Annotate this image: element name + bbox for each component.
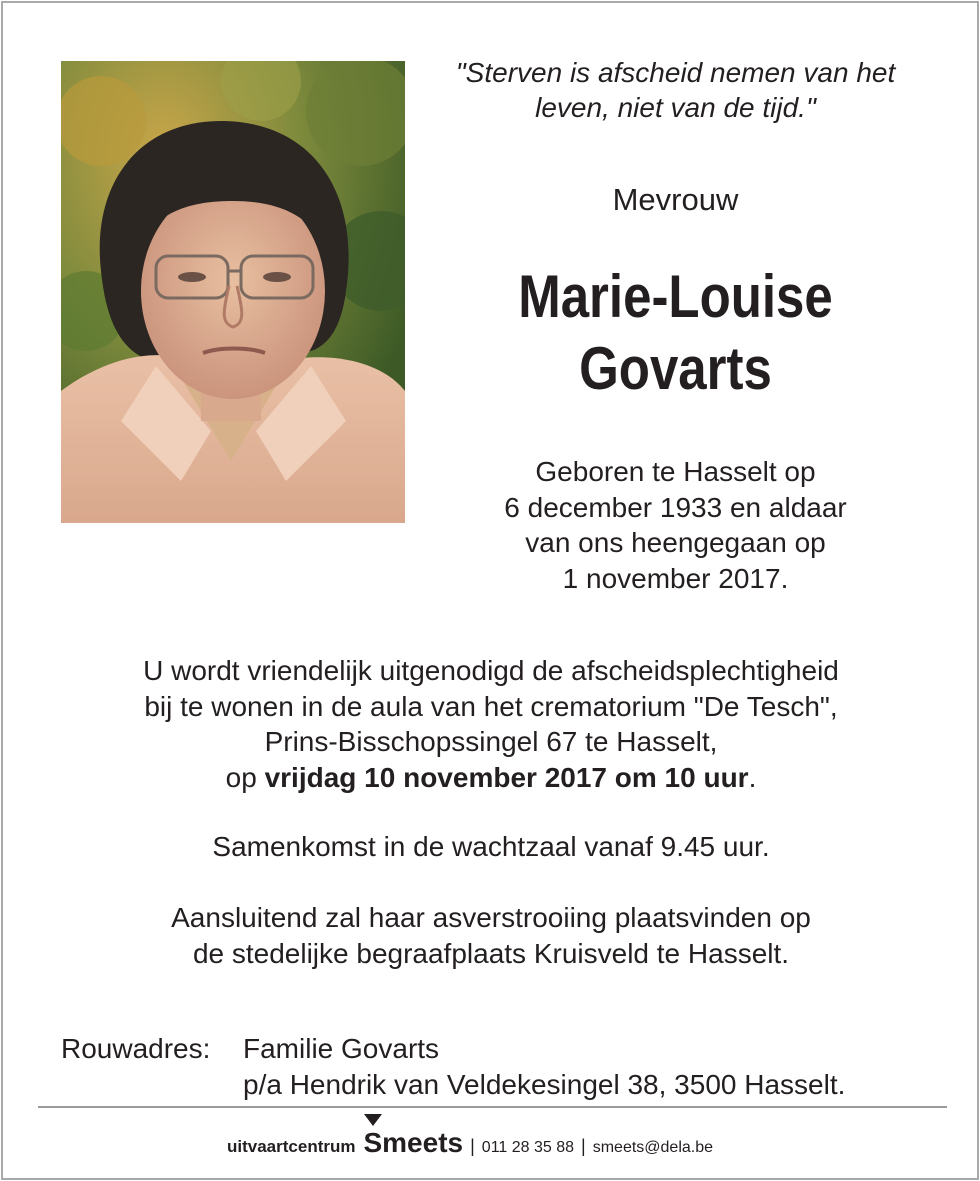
address-label: Rouwadres: (61, 1033, 211, 1064)
quote-line: leven, niet van de tijd." (535, 92, 816, 123)
triangle-marker-icon (364, 1114, 382, 1126)
details-line: 6 december 1933 en aldaar (504, 491, 847, 523)
closing-line: de stedelijke begraafplaats Kruisveld te Hasselt. (192, 937, 790, 969)
footer-divider (38, 1106, 947, 1108)
funeral-home-brand: Smeets (363, 1127, 464, 1158)
ceremony-date: vrijdag 10 november 2017 om 10 uur (264, 761, 749, 793)
separator: | (470, 1136, 475, 1156)
deceased-name (452, 261, 898, 405)
funeral-home-footer (227, 1127, 713, 1163)
invite-line: Prins-Bisschopssingel 67 te Hasselt, (264, 726, 718, 757)
closing-line: Aansluitend zal haar asverstrooiing plaatsvinden op (171, 902, 811, 933)
address-line: p/a Hendrik van Veldekesingel 38, 3500 Hasselt. (243, 1068, 846, 1100)
quote (413, 55, 938, 125)
separator: | (581, 1136, 586, 1156)
obituary-card (1, 1, 979, 1180)
birth-death-details (413, 454, 938, 596)
details-line: 1 november 2017. (562, 562, 789, 594)
quote-line: "Sterven is afscheid nemen van het (455, 57, 896, 88)
mourning-address (243, 1031, 845, 1102)
salutation: Mevrouw (612, 182, 739, 217)
invite-line: bij te wonen in de aula van het crematorium "De Tesch", (144, 690, 838, 722)
date-prefix: op (225, 761, 265, 793)
scattering-info (3, 900, 979, 971)
address-line: Familie Govarts (243, 1033, 440, 1064)
first-name: Marie-Louise (518, 263, 833, 330)
last-name: Govarts (579, 335, 772, 402)
ceremony-invitation (3, 653, 979, 795)
gathering-info: Samenkomst in de wachtzaal vanaf 9.45 uur. (212, 831, 770, 862)
date-suffix: . (748, 761, 757, 793)
phone-number: 011 28 35 88 (481, 1139, 575, 1156)
invite-line: U wordt vriendelijk uitgenodigd de afscheidsplechtigheid (143, 655, 839, 686)
funeral-home-label: uitvaartcentrum (227, 1137, 356, 1156)
details-line: Geboren te Hasselt op (535, 456, 816, 487)
portrait-photo (61, 61, 405, 523)
invite-date-line (3, 760, 979, 796)
email-address: smeets@dela.be (592, 1139, 714, 1156)
details-line: van ons heengegaan op (525, 527, 826, 558)
